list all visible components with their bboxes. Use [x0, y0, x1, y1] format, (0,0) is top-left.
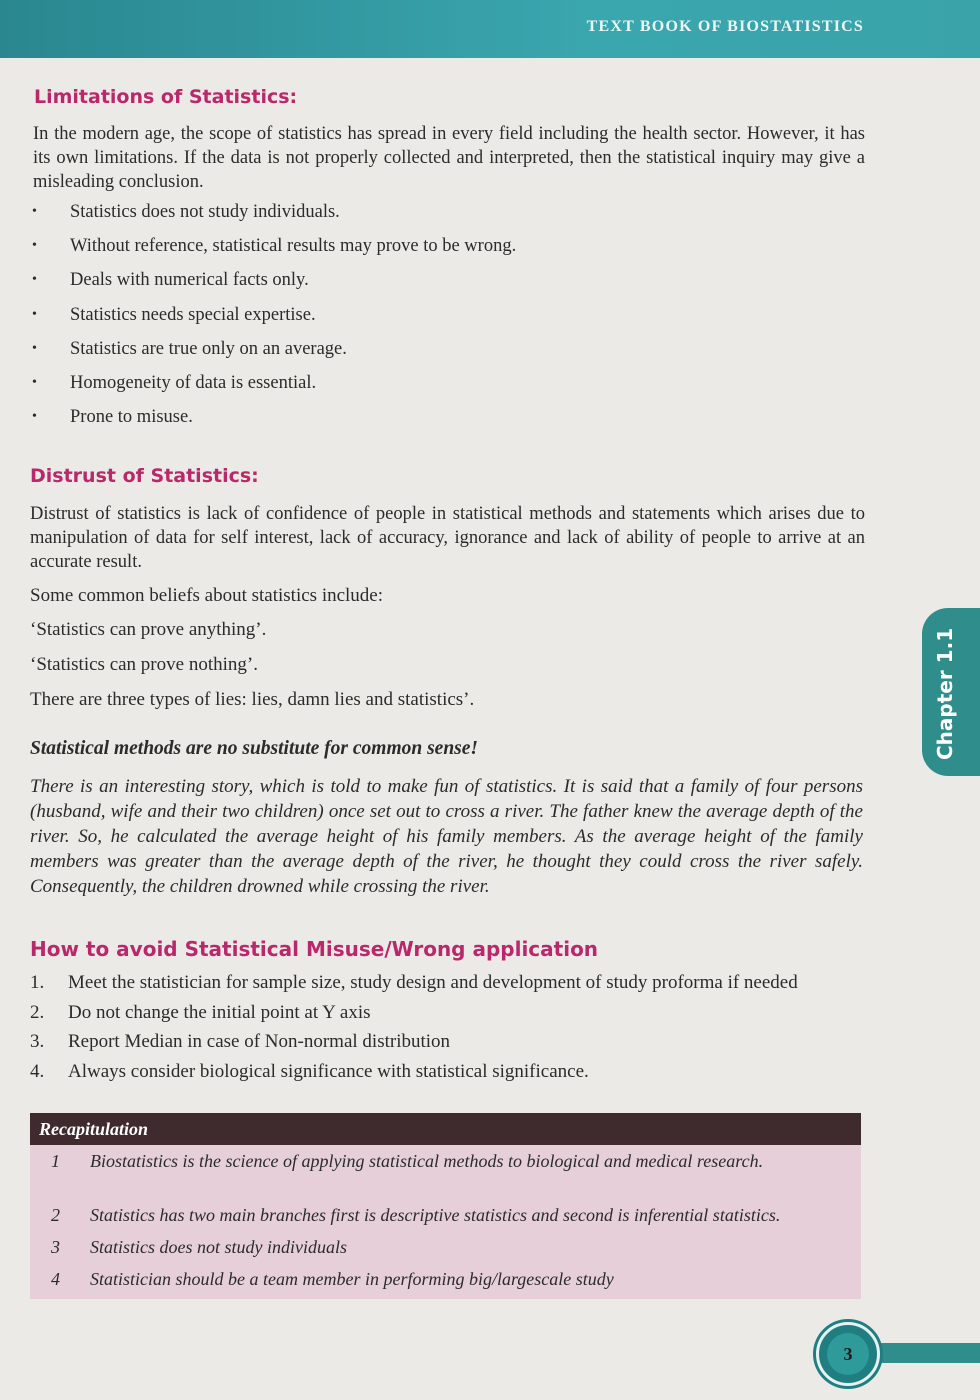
- list-item: • Homogeneity of data is essential.: [32, 372, 317, 393]
- bullet-icon: •: [32, 204, 37, 219]
- list-item: • Prone to misuse.: [32, 407, 193, 428]
- limitations-heading: Limitations of Statistics:: [34, 86, 298, 108]
- book-title: TEXT BOOK OF BIOSTATISTICS: [586, 18, 864, 35]
- bullet-icon: •: [32, 306, 37, 322]
- table-row: 2 Statistics has two main branches first is descriptive statistics and second is inferential statistics.: [51, 1205, 781, 1225]
- bullet-icon: •: [32, 409, 37, 425]
- limitations-intro: In the modern age, the scope of statistics has spread in every field including the health sector. However, it has its own limitations. If the data is not properly collected and interpreted, then the statistical inquiry may give a misleading conclusion.: [33, 124, 865, 192]
- belief-quote: There are three types of lies: lies, damn lies and statistics’.: [30, 689, 475, 710]
- table-row: 3 Statistics does not study individuals: [51, 1237, 347, 1257]
- recapitulation-box: [30, 1113, 861, 1299]
- misuse-list: [30, 970, 798, 1088]
- belief-quote: ‘Statistics can prove nothing’.: [30, 654, 258, 675]
- list-item: 2. Do not change the initial point at Y axis: [30, 1001, 371, 1023]
- list-item: 1. Meet the statistician for sample size, study design and development of study proforma if needed: [30, 972, 798, 993]
- limitations-list: [30, 200, 516, 439]
- page-header-bar: [0, 0, 980, 58]
- bullet-icon: •: [32, 374, 37, 390]
- common-sense-subheading: Statistical methods are no substitute for common sense!: [30, 738, 479, 759]
- list-item: 4. Always consider biological significance with statistical significance.: [30, 1060, 589, 1082]
- distrust-intro: Distrust of statistics is lack of confidence of people in statistical methods and statements which arises due to manipulation of data for self interest, lack of accuracy, ignorance and lack of ability of people to arrive at an accurate result.: [30, 504, 865, 572]
- belief-quote: ‘Statistics can prove anything’.: [30, 619, 267, 640]
- list-item: • Deals with numerical facts only.: [32, 270, 309, 291]
- page-number-badge: [816, 1322, 880, 1386]
- bullet-icon: •: [32, 340, 37, 356]
- page-number: 3: [827, 1333, 869, 1375]
- list-item: • Statistics does not study individuals.: [32, 202, 340, 222]
- list-item: • Statistics needs special expertise.: [32, 304, 316, 325]
- table-row: 4 Statistician should be a team member in performing big/largescale study: [51, 1269, 614, 1289]
- river-story: There is an interesting story, which is told to make fun of statistics. It is said that a family of four persons (husband, wife and their two children) once set out to cross a river. The father knew the average depth of the river. So, he calculated the average height of his family members. As the average height of the family members was greater than the average depth of the river, he thought they could cross the river safely. Consequently, the children drowned while crossing the river.: [30, 776, 863, 897]
- bullet-icon: •: [32, 238, 37, 254]
- chapter-label: Chapter 1.1: [933, 627, 957, 760]
- distrust-heading: Distrust of Statistics:: [30, 465, 259, 487]
- list-item: 3. Report Median in case of Non-normal distribution: [30, 1031, 451, 1052]
- table-row: 1 Biostatistics is the science of applying statistical methods to biological and medical research.: [51, 1151, 764, 1171]
- recap-title: Recapitulation: [30, 1113, 861, 1145]
- beliefs-intro: Some common beliefs about statistics include:: [30, 585, 384, 606]
- list-item: • Statistics are true only on an average.: [32, 338, 347, 359]
- list-item: • Without reference, statistical results may prove to be wrong.: [32, 236, 517, 257]
- bullet-icon: •: [32, 272, 37, 288]
- misuse-heading: How to avoid Statistical Misuse/Wrong application: [30, 937, 599, 961]
